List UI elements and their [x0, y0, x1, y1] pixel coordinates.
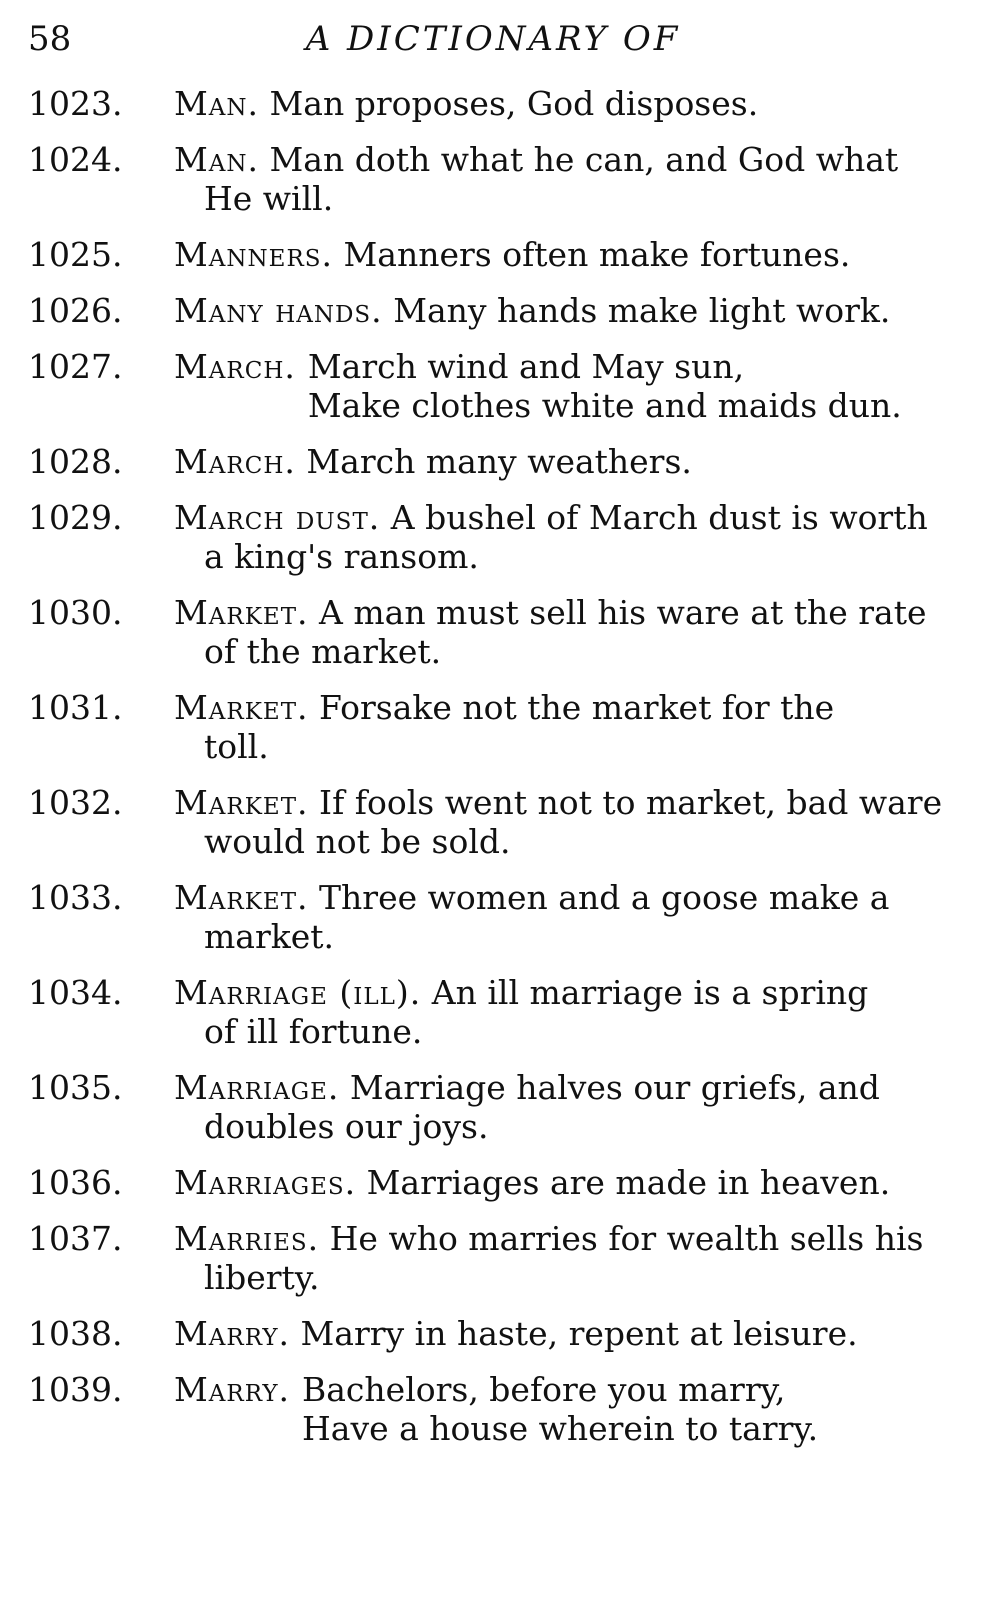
- entry-number: 1031.: [28, 688, 123, 727]
- entry-number: 1024.: [28, 140, 123, 179]
- proverb-entry: [28, 1370, 960, 1448]
- entry-text: A man must sell his ware at the rate: [319, 593, 927, 632]
- entry-text-continuation: would not be sold.: [204, 822, 511, 861]
- entry-text-continuation: He will.: [204, 179, 334, 218]
- entry-keyword: Man.: [174, 140, 260, 179]
- entry-keyword: Market.: [174, 878, 309, 917]
- proverb-entry: [28, 347, 960, 425]
- entry-keyword: Many hands.: [174, 291, 383, 330]
- entry-keyword: March.: [174, 347, 296, 386]
- entry-number: 1027.: [28, 347, 123, 386]
- entry-text: An ill marriage is a spring: [431, 973, 869, 1012]
- entry-text: Forsake not the market for the: [319, 688, 835, 727]
- proverb-entry: [28, 1068, 960, 1146]
- proverb-entry: [28, 140, 960, 218]
- entry-text: Three women and a goose make a: [319, 878, 890, 917]
- entry-number: 1038.: [28, 1314, 123, 1353]
- entry-text: Many hands make light work.: [393, 291, 891, 330]
- entry-text-continuation: of the market.: [204, 632, 442, 671]
- entry-number: 1039.: [28, 1370, 123, 1409]
- entry-keyword: Marriage (ill).: [174, 973, 422, 1012]
- entry-keyword: Marries.: [174, 1219, 320, 1258]
- entry-number: 1028.: [28, 442, 123, 481]
- entry-keyword: Manners.: [174, 235, 334, 274]
- entry-number: 1034.: [28, 973, 123, 1012]
- entry-text-continuation: market.: [204, 917, 335, 956]
- proverb-entry: [28, 1219, 960, 1297]
- entry-number: 1029.: [28, 498, 123, 537]
- proverb-list: [28, 84, 960, 1465]
- proverb-entry: [28, 973, 960, 1051]
- entry-text: Marry in haste, repent at leisure.: [300, 1314, 858, 1353]
- entry-keyword: March dust.: [174, 498, 381, 537]
- entry-keyword: Marriages.: [174, 1163, 357, 1202]
- entry-verse-line: Have a house wherein to tarry.: [302, 1409, 819, 1448]
- proverb-entry: [28, 291, 960, 330]
- proverb-entry: [28, 878, 960, 956]
- entry-text: He who marries for wealth sells his: [329, 1219, 924, 1258]
- page-header: [28, 14, 958, 64]
- entry-text: A bushel of March dust is worth: [390, 498, 928, 537]
- entry-text-continuation: doubles our joys.: [204, 1107, 489, 1146]
- page-number: 58: [28, 19, 72, 59]
- entry-verse-line: March wind and May sun,: [307, 347, 745, 386]
- entry-number: 1035.: [28, 1068, 123, 1107]
- entry-keyword: Marriage.: [174, 1068, 340, 1107]
- entry-keyword: Market.: [174, 688, 309, 727]
- proverb-entry: [28, 1163, 960, 1202]
- entry-number: 1033.: [28, 878, 123, 917]
- entry-keyword: Marry.: [174, 1370, 290, 1409]
- entry-number: 1026.: [28, 291, 123, 330]
- entry-keyword: Man.: [174, 84, 260, 123]
- entry-text-continuation: liberty.: [204, 1258, 320, 1297]
- entry-keyword: Marry.: [174, 1314, 290, 1353]
- proverb-entry: [28, 1314, 960, 1353]
- entry-text: Man doth what he can, and God what: [269, 140, 899, 179]
- proverb-entry: [28, 235, 960, 274]
- entry-keyword: March.: [174, 442, 296, 481]
- entry-text: Manners often make fortunes.: [343, 235, 851, 274]
- proverb-entry: [28, 783, 960, 861]
- entry-keyword: Market.: [174, 783, 309, 822]
- entry-text-continuation: of ill fortune.: [204, 1012, 423, 1051]
- proverb-entry: [28, 688, 960, 766]
- entry-keyword: Market.: [174, 593, 309, 632]
- entry-text: March many weathers.: [306, 442, 692, 481]
- entry-number: 1036.: [28, 1163, 123, 1202]
- entry-text: Marriage halves our griefs, and: [349, 1068, 880, 1107]
- entry-text-continuation: a king's ransom.: [204, 537, 479, 576]
- entry-number: 1023.: [28, 84, 123, 123]
- entry-verse-line: Bachelors, before you marry,: [302, 1370, 786, 1409]
- entry-text-continuation: toll.: [204, 727, 269, 766]
- entry-number: 1025.: [28, 235, 123, 274]
- entry-text: Marriages are made in heaven.: [366, 1163, 891, 1202]
- entry-number: 1030.: [28, 593, 123, 632]
- proverb-entry: [28, 442, 960, 481]
- entry-number: 1032.: [28, 783, 123, 822]
- proverb-entry: [28, 593, 960, 671]
- entry-verse-line: Make clothes white and maids dun.: [307, 386, 902, 425]
- running-head: A DICTIONARY OF: [305, 19, 681, 59]
- proverb-entry: [28, 84, 960, 123]
- entry-text: If fools went not to market, bad ware: [319, 783, 943, 822]
- entry-text: Man proposes, God disposes.: [269, 84, 759, 123]
- proverb-entry: [28, 498, 960, 576]
- entry-number: 1037.: [28, 1219, 123, 1258]
